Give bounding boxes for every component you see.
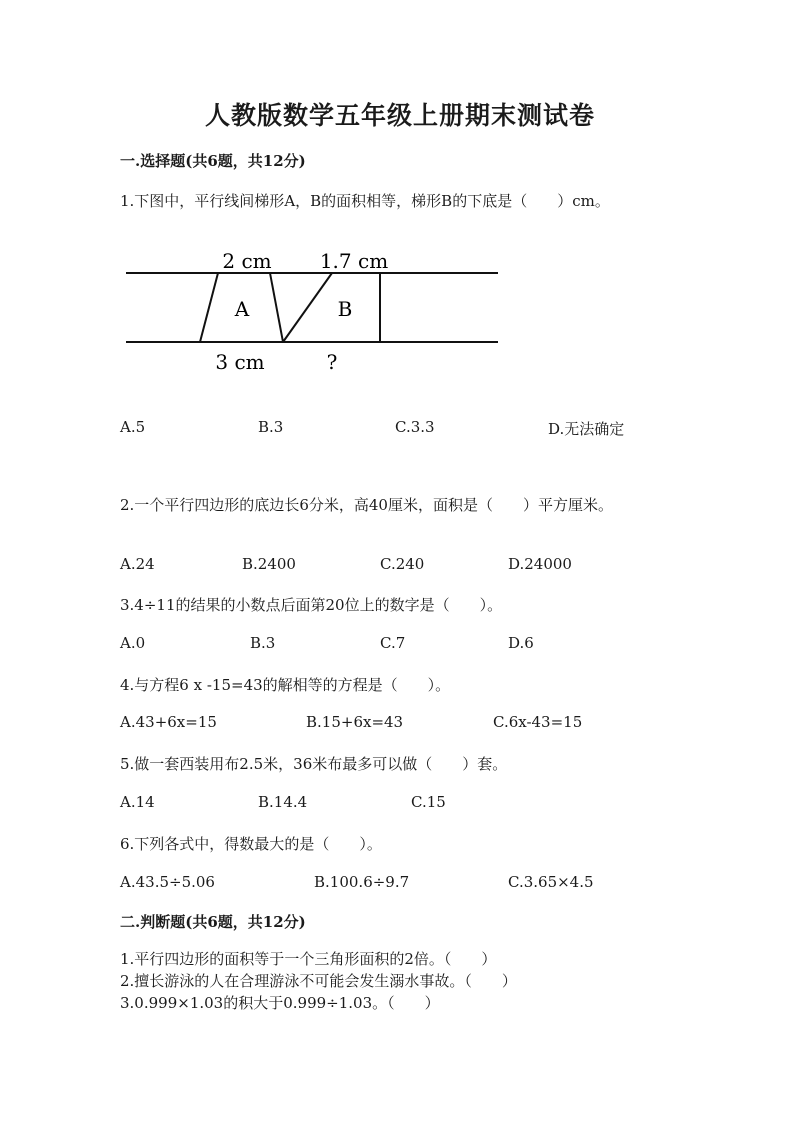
judge-item-1: 1.平行四边形的面积等于一个三角形面积的2倍。（ ） [120,950,497,968]
question-3: 3.4÷11的结果的小数点后面第20位上的数字是（ ）。 [120,596,503,614]
label-top-a: 2 cm [222,249,272,273]
q5-option-c[interactable]: C.15 [411,793,446,811]
q1-option-c[interactable]: C.3.3 [395,418,435,436]
label-bottom-b: ? [326,350,338,374]
q2-option-d[interactable]: D.24000 [508,555,572,573]
question-4: 4.与方程6 x -15=43的解相等的方程是（ ）。 [120,676,451,694]
q1-option-b[interactable]: B.3 [258,418,284,436]
q2-option-a[interactable]: A.24 [120,555,155,573]
q6-option-a[interactable]: A.43.5÷5.06 [120,873,215,891]
judge-item-2: 2.擅长游泳的人在合理游泳不可能会发生溺水事故。（ ） [120,972,517,990]
q2-option-b[interactable]: B.2400 [242,555,296,573]
trapezoid-figure [120,245,510,380]
label-trapezoid-a: A [234,297,250,321]
trapezoid-b-slant-side [283,273,332,342]
question-5: 5.做一套西装用布2.5米，36米布最多可以做（ ）套。 [120,755,508,773]
section-heading-choice: 一.选择题(共6题，共12分) [120,152,306,170]
q2-option-c[interactable]: C.240 [380,555,425,573]
q5-option-a[interactable]: A.14 [120,793,155,811]
trapezoid-a-right-side [270,273,283,342]
q4-option-a[interactable]: A.43+6x=15 [120,713,217,731]
q1-option-d[interactable]: D.无法确定 [548,420,625,438]
q5-option-b[interactable]: B.14.4 [258,793,308,811]
trapezoid-a-left-side [200,273,218,342]
q3-option-a[interactable]: A.0 [120,634,146,652]
label-trapezoid-b: B [337,297,353,321]
page-title: 人教版数学五年级上册期末测试卷 [204,101,595,130]
question-6: 6.下列各式中，得数最大的是（ ）。 [120,835,382,853]
q1-option-a[interactable]: A.5 [120,418,146,436]
q3-option-d[interactable]: D.6 [508,634,534,652]
q3-option-c[interactable]: C.7 [380,634,406,652]
section-heading-judge: 二.判断题(共6题，共12分) [120,913,306,931]
q4-option-c[interactable]: C.6x-43=15 [493,713,583,731]
judge-item-3: 3.0.999×1.03的积大于0.999÷1.03。（ ） [120,994,440,1012]
q6-option-c[interactable]: C.3.65×4.5 [508,873,594,891]
label-bottom-a: 3 cm [215,350,265,374]
question-2: 2.一个平行四边形的底边长6分米，高40厘米，面积是（ ）平方厘米。 [120,496,613,514]
q6-option-b[interactable]: B.100.6÷9.7 [314,873,410,891]
label-top-b: 1.7 cm [319,249,389,273]
question-1: 1.下图中，平行线间梯形A，B的面积相等，梯形B的下底是（ ）cm。 [120,192,610,210]
q3-option-b[interactable]: B.3 [250,634,276,652]
q4-option-b[interactable]: B.15+6x=43 [306,713,404,731]
